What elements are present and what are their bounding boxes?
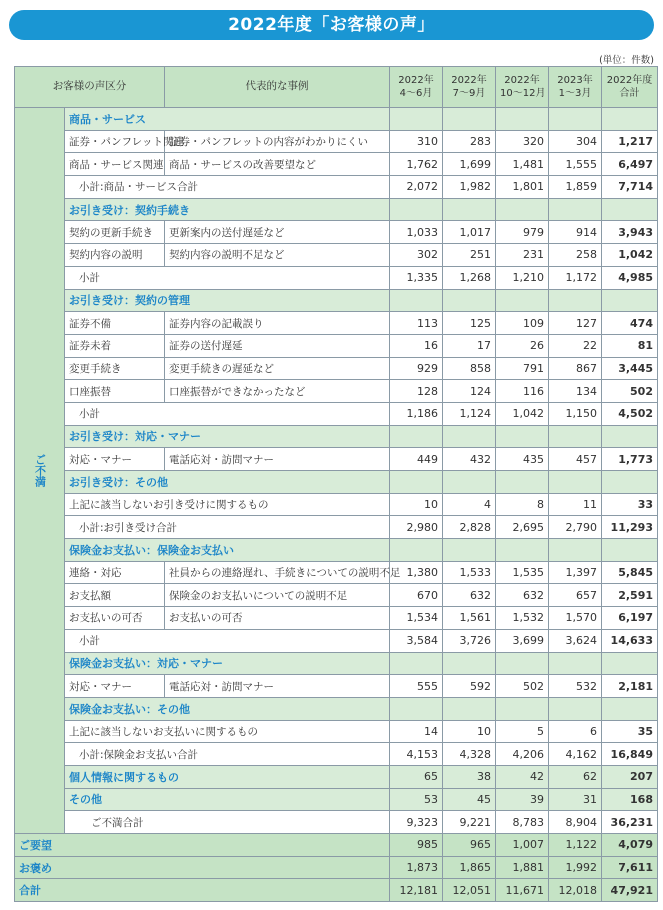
value-cell: 10 (443, 720, 496, 743)
table-row (15, 108, 658, 131)
empty-cell (549, 471, 602, 494)
value-cell: 113 (390, 312, 443, 335)
value-cell: 435 (496, 448, 549, 471)
value-cell: 1,210 (496, 266, 549, 289)
empty-cell (549, 108, 602, 131)
value-cell: 2,790 (549, 516, 602, 539)
table-row (15, 584, 658, 607)
total-cell: 1,217 (602, 130, 658, 153)
value-cell: 1,533 (443, 561, 496, 584)
subtotal-label: 小計:お引き受け合計 (65, 516, 390, 539)
value-cell: 65 (390, 765, 443, 788)
value-cell: 302 (390, 244, 443, 267)
value-cell: 12,018 (549, 879, 602, 902)
item-label: 証券・パンフレット関連 (65, 130, 165, 153)
category-label: その他 (65, 788, 390, 811)
value-cell: 914 (549, 221, 602, 244)
value-cell: 670 (390, 584, 443, 607)
value-cell: 109 (496, 312, 549, 335)
category-label: お引き受け：契約の管理 (65, 289, 390, 312)
table-row (15, 493, 658, 516)
value-cell: 2,980 (390, 516, 443, 539)
table-row (15, 539, 658, 562)
summary-label: ご要望 (15, 834, 390, 857)
value-cell: 124 (443, 380, 496, 403)
value-cell: 3,584 (390, 629, 443, 652)
value-cell: 9,323 (390, 811, 443, 834)
value-cell: 858 (443, 357, 496, 380)
total-cell: 2,591 (602, 584, 658, 607)
value-cell: 1,570 (549, 607, 602, 630)
subtotal-label: ご不満合計 (65, 811, 390, 834)
subtotal-label: 小計:商品・サービス合計 (65, 176, 390, 199)
category-label: 保険金お支払い：対応・マナー (65, 652, 390, 675)
value-cell: 1,881 (496, 856, 549, 879)
value-cell: 3,624 (549, 629, 602, 652)
value-cell: 1,762 (390, 153, 443, 176)
value-cell: 11 (549, 493, 602, 516)
value-cell: 9,221 (443, 811, 496, 834)
example-cell: お支払いの可否 (165, 607, 390, 630)
table-row (15, 448, 658, 471)
value-cell: 1,122 (549, 834, 602, 857)
empty-cell (602, 289, 658, 312)
table-row (15, 380, 658, 403)
value-cell: 1,268 (443, 266, 496, 289)
table-row (15, 266, 658, 289)
category-label: お引き受け：契約手続き (65, 198, 390, 221)
empty-cell (496, 108, 549, 131)
table-row (15, 357, 658, 380)
voice-table (14, 66, 658, 902)
total-cell: 502 (602, 380, 658, 403)
value-cell: 1,555 (549, 153, 602, 176)
item-label: 契約内容の説明 (65, 244, 165, 267)
empty-cell (496, 471, 549, 494)
value-cell: 632 (496, 584, 549, 607)
category-label: 保険金お支払い：その他 (65, 697, 390, 720)
table-row (15, 198, 658, 221)
empty-cell (443, 471, 496, 494)
empty-cell (496, 697, 549, 720)
value-cell: 16 (390, 334, 443, 357)
example-cell: 電話応対・訪問マナー (165, 448, 390, 471)
value-cell: 1,865 (443, 856, 496, 879)
value-cell: 128 (390, 380, 443, 403)
item-label: 上記に該当しないお支払いに関するもの (65, 720, 390, 743)
value-cell: 979 (496, 221, 549, 244)
empty-cell (602, 425, 658, 448)
example-cell: 社員からの連絡遅れ、手続きについての説明不足 (165, 561, 390, 584)
value-cell: 53 (390, 788, 443, 811)
value-cell: 12,181 (390, 879, 443, 902)
item-label: お支払いの可否 (65, 607, 165, 630)
total-cell: 33 (602, 493, 658, 516)
value-cell: 4,206 (496, 743, 549, 766)
item-label: 契約の更新手続き (65, 221, 165, 244)
empty-cell (390, 289, 443, 312)
value-cell: 17 (443, 334, 496, 357)
category-label: 個人情報に関するもの (65, 765, 390, 788)
value-cell: 532 (549, 675, 602, 698)
value-cell: 310 (390, 130, 443, 153)
value-cell: 10 (390, 493, 443, 516)
total-cell: 81 (602, 334, 658, 357)
value-cell: 1,397 (549, 561, 602, 584)
item-label: 商品・サービス関連 (65, 153, 165, 176)
value-cell: 1,042 (496, 402, 549, 425)
empty-cell (390, 697, 443, 720)
value-cell: 432 (443, 448, 496, 471)
table-row (15, 334, 658, 357)
table-row (15, 130, 658, 153)
value-cell: 592 (443, 675, 496, 698)
value-cell: 1,380 (390, 561, 443, 584)
total-cell: 207 (602, 765, 658, 788)
total-cell: 47,921 (602, 879, 658, 902)
table-row (15, 607, 658, 630)
value-cell: 12,051 (443, 879, 496, 902)
value-cell: 304 (549, 130, 602, 153)
empty-cell (549, 539, 602, 562)
empty-cell (602, 652, 658, 675)
empty-cell (549, 652, 602, 675)
item-label: 対応・マナー (65, 675, 165, 698)
table-row (15, 629, 658, 652)
empty-cell (602, 697, 658, 720)
empty-cell (602, 539, 658, 562)
value-cell: 1,535 (496, 561, 549, 584)
total-cell: 4,079 (602, 834, 658, 857)
value-cell: 555 (390, 675, 443, 698)
summary-label: 合計 (15, 879, 390, 902)
value-cell: 8,783 (496, 811, 549, 834)
total-cell: 3,445 (602, 357, 658, 380)
total-cell: 1,042 (602, 244, 658, 267)
header-total: 2022年度 合計 (602, 67, 658, 108)
total-cell: 474 (602, 312, 658, 335)
value-cell: 31 (549, 788, 602, 811)
value-cell: 502 (496, 675, 549, 698)
empty-cell (443, 425, 496, 448)
value-cell: 4,162 (549, 743, 602, 766)
page-title: 2022年度「お客様の声」 (9, 10, 654, 40)
empty-cell (549, 697, 602, 720)
header-q4: 2023年 1〜3月 (549, 67, 602, 108)
example-cell: 口座振替ができなかったなど (165, 380, 390, 403)
value-cell: 632 (443, 584, 496, 607)
total-cell: 16,849 (602, 743, 658, 766)
empty-cell (549, 289, 602, 312)
value-cell: 1,561 (443, 607, 496, 630)
value-cell: 6 (549, 720, 602, 743)
total-cell: 6,497 (602, 153, 658, 176)
table-row (15, 697, 658, 720)
summary-label: お褒め (15, 856, 390, 879)
value-cell: 791 (496, 357, 549, 380)
summary-row (15, 856, 658, 879)
value-cell: 1,007 (496, 834, 549, 857)
category-label: 商品・サービス (65, 108, 390, 131)
value-cell: 1,534 (390, 607, 443, 630)
subtotal-label: 小計 (65, 629, 390, 652)
total-cell: 7,714 (602, 176, 658, 199)
example-cell: 証券・パンフレットの内容がわかりにくい (165, 130, 390, 153)
summary-row (15, 879, 658, 902)
item-label: お支払額 (65, 584, 165, 607)
value-cell: 657 (549, 584, 602, 607)
value-cell: 22 (549, 334, 602, 357)
value-cell: 134 (549, 380, 602, 403)
table-row (15, 811, 658, 834)
empty-cell (496, 425, 549, 448)
item-label: 口座振替 (65, 380, 165, 403)
empty-cell (443, 289, 496, 312)
empty-cell (390, 652, 443, 675)
value-cell: 11,671 (496, 879, 549, 902)
empty-cell (549, 198, 602, 221)
value-cell: 62 (549, 765, 602, 788)
total-cell: 35 (602, 720, 658, 743)
category-label: お引き受け：その他 (65, 471, 390, 494)
total-cell: 3,943 (602, 221, 658, 244)
header-q3: 2022年 10〜12月 (496, 67, 549, 108)
value-cell: 867 (549, 357, 602, 380)
value-cell: 42 (496, 765, 549, 788)
value-cell: 3,726 (443, 629, 496, 652)
value-cell: 26 (496, 334, 549, 357)
example-cell: 更新案内の送付遅延など (165, 221, 390, 244)
value-cell: 8 (496, 493, 549, 516)
value-cell: 985 (390, 834, 443, 857)
item-label: 証券未着 (65, 334, 165, 357)
value-cell: 116 (496, 380, 549, 403)
value-cell: 1,481 (496, 153, 549, 176)
category-label: 保険金お支払い：保険金お支払い (65, 539, 390, 562)
value-cell: 2,828 (443, 516, 496, 539)
header-row (15, 67, 658, 108)
value-cell: 1,699 (443, 153, 496, 176)
example-cell: 変更手続きの遅延など (165, 357, 390, 380)
value-cell: 283 (443, 130, 496, 153)
total-cell: 168 (602, 788, 658, 811)
value-cell: 14 (390, 720, 443, 743)
total-cell: 2,181 (602, 675, 658, 698)
table-row (15, 221, 658, 244)
empty-cell (549, 425, 602, 448)
example-cell: 商品・サービスの改善要望など (165, 153, 390, 176)
value-cell: 2,072 (390, 176, 443, 199)
table-row (15, 765, 658, 788)
value-cell: 4,153 (390, 743, 443, 766)
value-cell: 258 (549, 244, 602, 267)
table-row (15, 402, 658, 425)
empty-cell (602, 471, 658, 494)
empty-cell (443, 652, 496, 675)
table-row (15, 743, 658, 766)
subtotal-label: 小計 (65, 402, 390, 425)
total-cell: 4,502 (602, 402, 658, 425)
value-cell: 1,532 (496, 607, 549, 630)
header-category: お客様の声区分 (15, 67, 165, 108)
total-cell: 4,985 (602, 266, 658, 289)
value-cell: 965 (443, 834, 496, 857)
value-cell: 38 (443, 765, 496, 788)
item-label: 上記に該当しないお引き受けに関するもの (65, 493, 390, 516)
empty-cell (496, 289, 549, 312)
empty-cell (390, 539, 443, 562)
value-cell: 1,124 (443, 402, 496, 425)
value-cell: 2,695 (496, 516, 549, 539)
value-cell: 449 (390, 448, 443, 471)
subtotal-label: 小計:保険金お支払い合計 (65, 743, 390, 766)
table-row (15, 244, 658, 267)
value-cell: 231 (496, 244, 549, 267)
value-cell: 4,328 (443, 743, 496, 766)
empty-cell (496, 652, 549, 675)
value-cell: 1,982 (443, 176, 496, 199)
empty-cell (602, 198, 658, 221)
table-row (15, 720, 658, 743)
table-row (15, 471, 658, 494)
empty-cell (496, 198, 549, 221)
value-cell: 127 (549, 312, 602, 335)
category-label: お引き受け：対応・マナー (65, 425, 390, 448)
table-row (15, 675, 658, 698)
example-cell: 契約内容の説明不足など (165, 244, 390, 267)
empty-cell (390, 108, 443, 131)
complaints-label: ご不満 (15, 108, 65, 834)
example-cell: 証券内容の記載誤り (165, 312, 390, 335)
total-cell: 14,633 (602, 629, 658, 652)
value-cell: 1,150 (549, 402, 602, 425)
item-label: 証券不備 (65, 312, 165, 335)
value-cell: 1,801 (496, 176, 549, 199)
header-example: 代表的な事例 (165, 67, 390, 108)
item-label: 変更手続き (65, 357, 165, 380)
table-row (15, 289, 658, 312)
header-q2: 2022年 7〜9月 (443, 67, 496, 108)
value-cell: 457 (549, 448, 602, 471)
value-cell: 45 (443, 788, 496, 811)
empty-cell (443, 198, 496, 221)
example-cell: 保険金のお支払いについての説明不足 (165, 584, 390, 607)
table-row (15, 312, 658, 335)
value-cell: 4 (443, 493, 496, 516)
summary-row (15, 834, 658, 857)
example-cell: 電話応対・訪問マナー (165, 675, 390, 698)
value-cell: 320 (496, 130, 549, 153)
table-row (15, 176, 658, 199)
total-cell: 6,197 (602, 607, 658, 630)
value-cell: 1,186 (390, 402, 443, 425)
value-cell: 3,699 (496, 629, 549, 652)
total-cell: 7,611 (602, 856, 658, 879)
value-cell: 1,033 (390, 221, 443, 244)
table-row (15, 788, 658, 811)
empty-cell (602, 108, 658, 131)
header-q1: 2022年 4〜6月 (390, 67, 443, 108)
table-row (15, 652, 658, 675)
value-cell: 1,017 (443, 221, 496, 244)
total-cell: 36,231 (602, 811, 658, 834)
table-row (15, 425, 658, 448)
example-cell: 証券の送付遅延 (165, 334, 390, 357)
table-row (15, 153, 658, 176)
empty-cell (443, 697, 496, 720)
empty-cell (390, 198, 443, 221)
value-cell: 1,873 (390, 856, 443, 879)
value-cell: 1,335 (390, 266, 443, 289)
item-label: 連絡・対応 (65, 561, 165, 584)
empty-cell (390, 471, 443, 494)
item-label: 対応・マナー (65, 448, 165, 471)
table-row (15, 561, 658, 584)
value-cell: 8,904 (549, 811, 602, 834)
total-cell: 1,773 (602, 448, 658, 471)
value-cell: 251 (443, 244, 496, 267)
value-cell: 5 (496, 720, 549, 743)
value-cell: 39 (496, 788, 549, 811)
empty-cell (443, 539, 496, 562)
total-cell: 11,293 (602, 516, 658, 539)
value-cell: 125 (443, 312, 496, 335)
value-cell: 1,172 (549, 266, 602, 289)
subtotal-label: 小計 (65, 266, 390, 289)
empty-cell (496, 539, 549, 562)
unit-label: (単位：件数) (599, 55, 654, 66)
empty-cell (443, 108, 496, 131)
value-cell: 1,992 (549, 856, 602, 879)
value-cell: 1,859 (549, 176, 602, 199)
value-cell: 929 (390, 357, 443, 380)
table-row (15, 516, 658, 539)
total-cell: 5,845 (602, 561, 658, 584)
empty-cell (390, 425, 443, 448)
